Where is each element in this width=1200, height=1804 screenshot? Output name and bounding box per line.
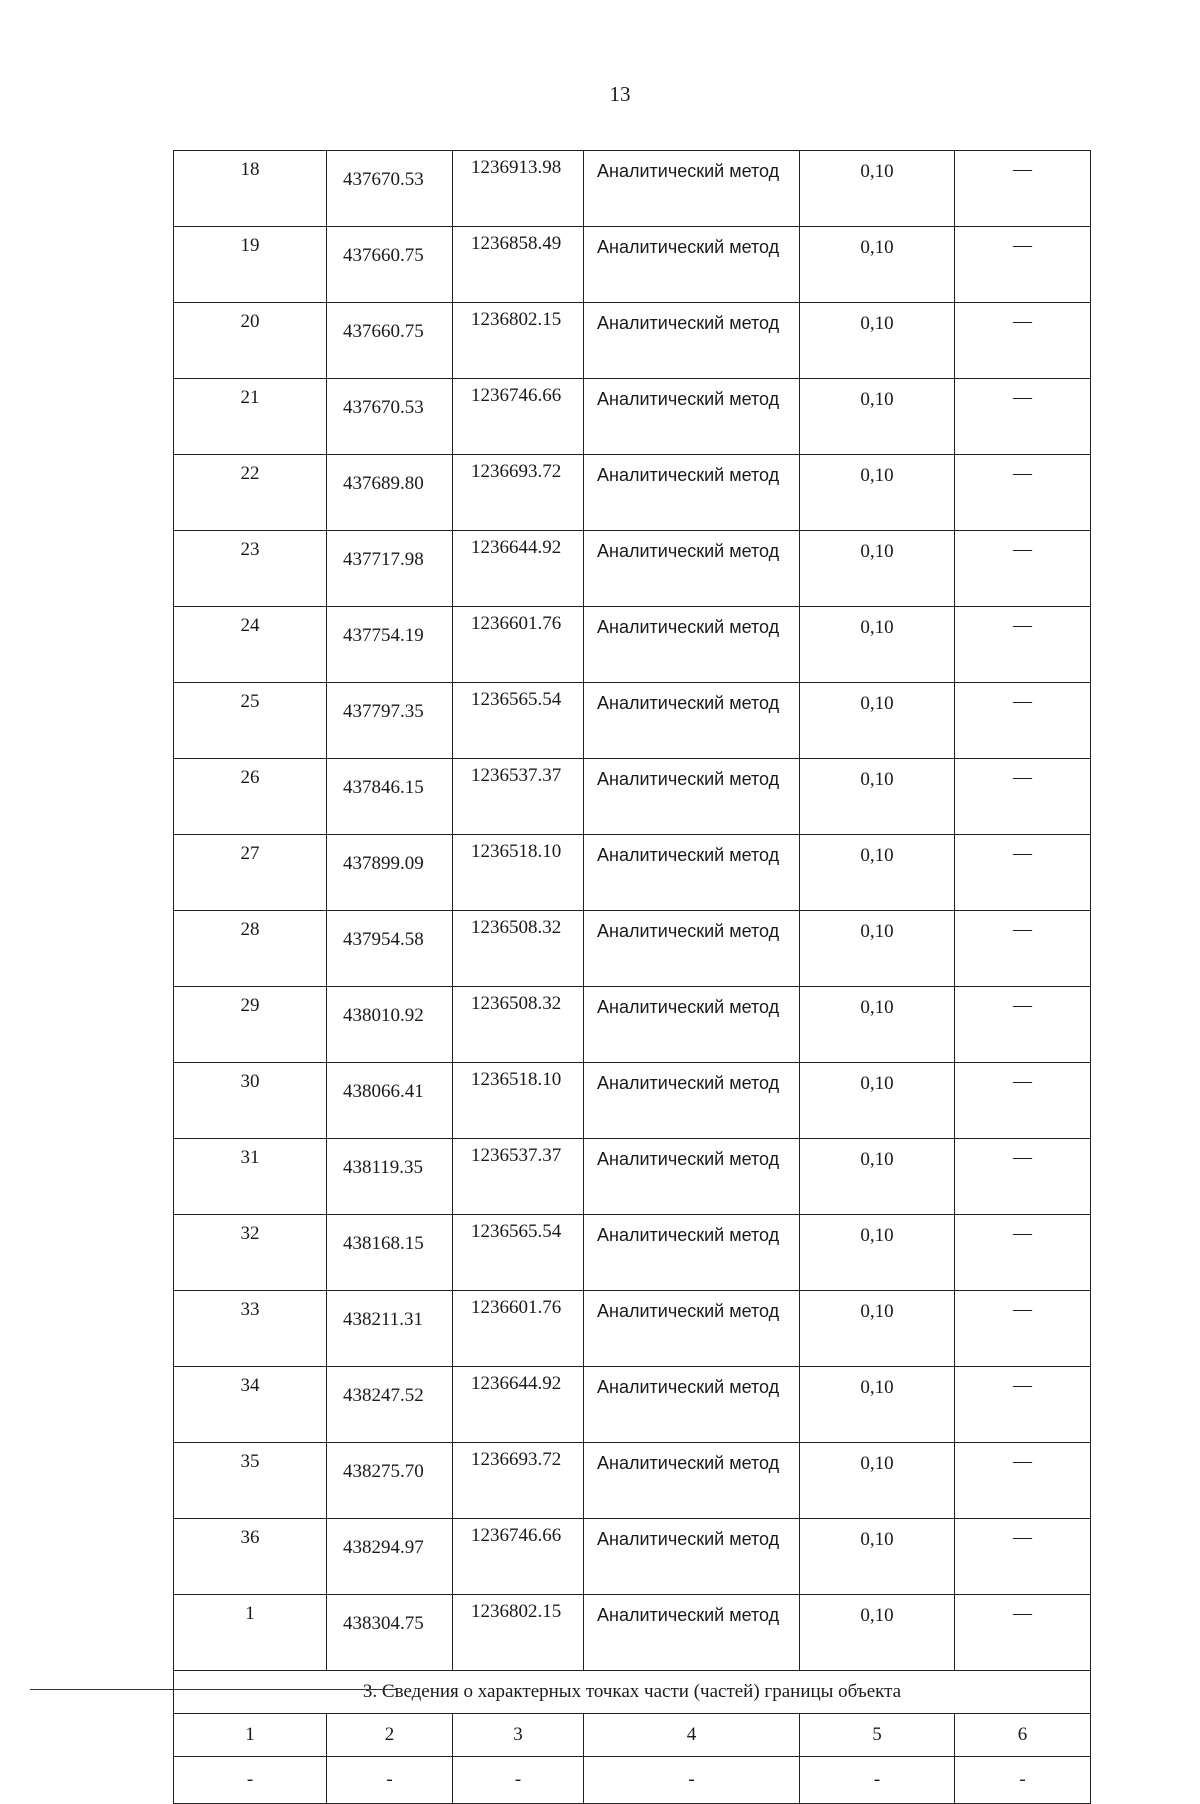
- y-coordinate-cell: 1236746.66: [453, 1519, 584, 1595]
- accuracy-cell: 0,10: [800, 911, 955, 987]
- section3-empty-cell: -: [453, 1757, 584, 1804]
- y-coordinate-cell: 1236601.76: [453, 1291, 584, 1367]
- accuracy-cell: 0,10: [800, 607, 955, 683]
- x-coordinate-cell: 437899.09: [327, 835, 453, 911]
- y-coordinate-cell: 1236693.72: [453, 455, 584, 531]
- x-coordinate-cell: 437670.53: [327, 379, 453, 455]
- y-coordinate-cell: 1236565.54: [453, 683, 584, 759]
- method-cell: Аналитический метод: [584, 911, 800, 987]
- x-coordinate-cell: 437954.58: [327, 911, 453, 987]
- section3-header-cell: 5: [800, 1714, 955, 1757]
- method-cell: Аналитический метод: [584, 1139, 800, 1215]
- table-row: [174, 227, 1091, 303]
- x-coordinate-cell: 438066.41: [327, 1063, 453, 1139]
- accuracy-cell: 0,10: [800, 379, 955, 455]
- table-row: [174, 1291, 1091, 1367]
- table-row: [174, 1595, 1091, 1671]
- y-coordinate-cell: 1236518.10: [453, 1063, 584, 1139]
- table-row: [174, 607, 1091, 683]
- x-coordinate-cell: 438168.15: [327, 1215, 453, 1291]
- y-coordinate-cell: 1236508.32: [453, 987, 584, 1063]
- method-cell: Аналитический метод: [584, 531, 800, 607]
- description-cell: —: [955, 1443, 1091, 1519]
- method-cell: Аналитический метод: [584, 607, 800, 683]
- description-cell: —: [955, 151, 1091, 227]
- point-number-cell: 27: [174, 835, 327, 911]
- section3-empty-cell: -: [584, 1757, 800, 1804]
- accuracy-cell: 0,10: [800, 1139, 955, 1215]
- point-number-cell: 23: [174, 531, 327, 607]
- description-cell: —: [955, 911, 1091, 987]
- point-number-cell: 19: [174, 227, 327, 303]
- x-coordinate-cell: 438211.31: [327, 1291, 453, 1367]
- table-row: [174, 759, 1091, 835]
- point-number-cell: 1: [174, 1595, 327, 1671]
- table-row: [174, 835, 1091, 911]
- description-cell: —: [955, 1215, 1091, 1291]
- method-cell: Аналитический метод: [584, 759, 800, 835]
- table-row: [174, 1139, 1091, 1215]
- description-cell: —: [955, 1291, 1091, 1367]
- point-number-cell: 30: [174, 1063, 327, 1139]
- x-coordinate-cell: 438247.52: [327, 1367, 453, 1443]
- method-cell: Аналитический метод: [584, 455, 800, 531]
- point-number-cell: 18: [174, 151, 327, 227]
- table-row: [174, 911, 1091, 987]
- accuracy-cell: 0,10: [800, 1519, 955, 1595]
- description-cell: —: [955, 607, 1091, 683]
- accuracy-cell: 0,10: [800, 759, 955, 835]
- method-cell: Аналитический метод: [584, 227, 800, 303]
- y-coordinate-cell: 1236858.49: [453, 227, 584, 303]
- accuracy-cell: 0,10: [800, 1367, 955, 1443]
- method-cell: Аналитический метод: [584, 1367, 800, 1443]
- section3-title: 3. Сведения о характерных точках части (частей) границы объекта: [174, 1671, 1091, 1714]
- section3-title-row: [174, 1671, 1091, 1714]
- y-coordinate-cell: 1236802.15: [453, 303, 584, 379]
- description-cell: —: [955, 1139, 1091, 1215]
- section3-empty-cell: -: [174, 1757, 327, 1804]
- y-coordinate-cell: 1236601.76: [453, 607, 584, 683]
- y-coordinate-cell: 1236746.66: [453, 379, 584, 455]
- accuracy-cell: 0,10: [800, 1291, 955, 1367]
- footnote-divider: [30, 1689, 396, 1690]
- section3-block: [174, 1671, 1091, 1804]
- point-number-cell: 20: [174, 303, 327, 379]
- accuracy-cell: 0,10: [800, 1215, 955, 1291]
- x-coordinate-cell: 437797.35: [327, 683, 453, 759]
- description-cell: —: [955, 835, 1091, 911]
- point-number-cell: 33: [174, 1291, 327, 1367]
- description-cell: —: [955, 531, 1091, 607]
- point-number-cell: 36: [174, 1519, 327, 1595]
- y-coordinate-cell: 1236644.92: [453, 531, 584, 607]
- x-coordinate-cell: 438119.35: [327, 1139, 453, 1215]
- table-row: [174, 151, 1091, 227]
- section3-header-cell: 4: [584, 1714, 800, 1757]
- method-cell: Аналитический метод: [584, 1443, 800, 1519]
- section3-empty-cell: -: [800, 1757, 955, 1804]
- point-number-cell: 29: [174, 987, 327, 1063]
- method-cell: Аналитический метод: [584, 1291, 800, 1367]
- description-cell: —: [955, 1367, 1091, 1443]
- y-coordinate-cell: 1236802.15: [453, 1595, 584, 1671]
- section3-empty-cell: -: [327, 1757, 453, 1804]
- table-row: [174, 531, 1091, 607]
- section3-header-cell: 2: [327, 1714, 453, 1757]
- x-coordinate-cell: 437754.19: [327, 607, 453, 683]
- method-cell: Аналитический метод: [584, 151, 800, 227]
- x-coordinate-cell: 437846.15: [327, 759, 453, 835]
- section3-header-cell: 3: [453, 1714, 584, 1757]
- description-cell: —: [955, 1519, 1091, 1595]
- description-cell: —: [955, 1063, 1091, 1139]
- section3-header-cell: 6: [955, 1714, 1091, 1757]
- coordinates-table: [173, 150, 1091, 1804]
- x-coordinate-cell: 437670.53: [327, 151, 453, 227]
- x-coordinate-cell: 438010.92: [327, 987, 453, 1063]
- section3-header-cell: 1: [174, 1714, 327, 1757]
- table-row: [174, 1063, 1091, 1139]
- y-coordinate-cell: 1236537.37: [453, 1139, 584, 1215]
- accuracy-cell: 0,10: [800, 531, 955, 607]
- accuracy-cell: 0,10: [800, 303, 955, 379]
- description-cell: —: [955, 379, 1091, 455]
- method-cell: Аналитический метод: [584, 1519, 800, 1595]
- point-number-cell: 35: [174, 1443, 327, 1519]
- coordinates-table-body: [174, 151, 1091, 1671]
- accuracy-cell: 0,10: [800, 683, 955, 759]
- table-row: [174, 1215, 1091, 1291]
- point-number-cell: 21: [174, 379, 327, 455]
- point-number-cell: 25: [174, 683, 327, 759]
- accuracy-cell: 0,10: [800, 151, 955, 227]
- table-row: [174, 1443, 1091, 1519]
- y-coordinate-cell: 1236565.54: [453, 1215, 584, 1291]
- description-cell: —: [955, 1595, 1091, 1671]
- accuracy-cell: 0,10: [800, 227, 955, 303]
- accuracy-cell: 0,10: [800, 1443, 955, 1519]
- accuracy-cell: 0,10: [800, 835, 955, 911]
- point-number-cell: 24: [174, 607, 327, 683]
- y-coordinate-cell: 1236644.92: [453, 1367, 584, 1443]
- description-cell: —: [955, 759, 1091, 835]
- description-cell: —: [955, 455, 1091, 531]
- table-row: [174, 455, 1091, 531]
- table-row: [174, 1367, 1091, 1443]
- y-coordinate-cell: 1236913.98: [453, 151, 584, 227]
- x-coordinate-cell: 437660.75: [327, 227, 453, 303]
- table-row: [174, 379, 1091, 455]
- page-number: 13: [609, 82, 631, 106]
- point-number-cell: 26: [174, 759, 327, 835]
- point-number-cell: 28: [174, 911, 327, 987]
- description-cell: —: [955, 987, 1091, 1063]
- point-number-cell: 32: [174, 1215, 327, 1291]
- description-cell: —: [955, 303, 1091, 379]
- section3-header-row: [174, 1714, 1091, 1757]
- method-cell: Аналитический метод: [584, 379, 800, 455]
- method-cell: Аналитический метод: [584, 835, 800, 911]
- description-cell: —: [955, 227, 1091, 303]
- method-cell: Аналитический метод: [584, 1063, 800, 1139]
- description-cell: —: [955, 683, 1091, 759]
- point-number-cell: 22: [174, 455, 327, 531]
- x-coordinate-cell: 437689.80: [327, 455, 453, 531]
- accuracy-cell: 0,10: [800, 987, 955, 1063]
- section3-empty-row: [174, 1757, 1091, 1804]
- point-number-cell: 31: [174, 1139, 327, 1215]
- method-cell: Аналитический метод: [584, 987, 800, 1063]
- y-coordinate-cell: 1236537.37: [453, 759, 584, 835]
- method-cell: Аналитический метод: [584, 1215, 800, 1291]
- method-cell: Аналитический метод: [584, 683, 800, 759]
- x-coordinate-cell: 437660.75: [327, 303, 453, 379]
- table-row: [174, 987, 1091, 1063]
- x-coordinate-cell: 438275.70: [327, 1443, 453, 1519]
- method-cell: Аналитический метод: [584, 303, 800, 379]
- x-coordinate-cell: 438304.75: [327, 1595, 453, 1671]
- y-coordinate-cell: 1236518.10: [453, 835, 584, 911]
- table-row: [174, 1519, 1091, 1595]
- section3-empty-cell: -: [955, 1757, 1091, 1804]
- table-row: [174, 683, 1091, 759]
- table-row: [174, 303, 1091, 379]
- point-number-cell: 34: [174, 1367, 327, 1443]
- x-coordinate-cell: 437717.98: [327, 531, 453, 607]
- y-coordinate-cell: 1236693.72: [453, 1443, 584, 1519]
- x-coordinate-cell: 438294.97: [327, 1519, 453, 1595]
- method-cell: Аналитический метод: [584, 1595, 800, 1671]
- accuracy-cell: 0,10: [800, 1063, 955, 1139]
- accuracy-cell: 0,10: [800, 1595, 955, 1671]
- y-coordinate-cell: 1236508.32: [453, 911, 584, 987]
- accuracy-cell: 0,10: [800, 455, 955, 531]
